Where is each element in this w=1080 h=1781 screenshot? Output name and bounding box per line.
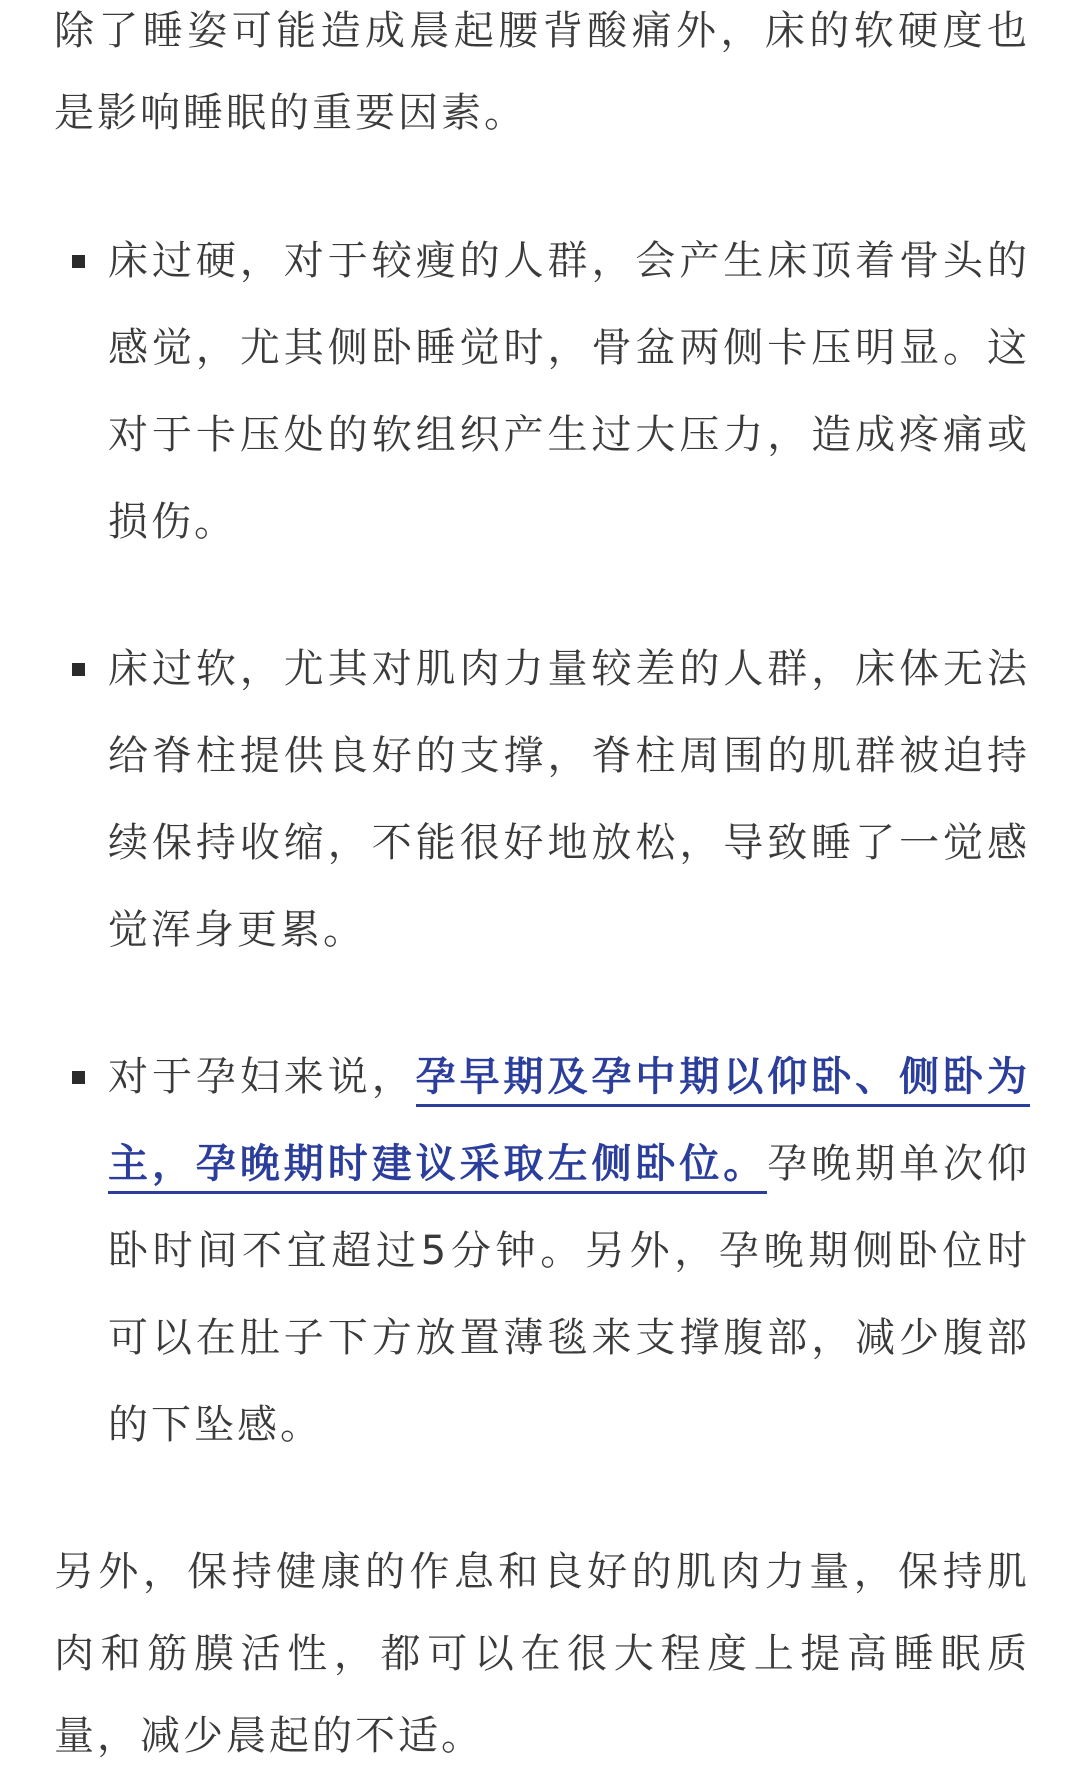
bullet-text: 床过软，尤其对肌肉力量较差的人群，床体无法给脊柱提供良好的支撑，脊柱周围的肌群被迫持续保持收缩，不能很好地放松，导致睡了一觉感觉浑身更累。 <box>108 646 1030 953</box>
bullet-text: 床过硬，对于较瘦的人群，会产生床顶着骨头的感觉，尤其侧卧睡觉时，骨盆两侧卡压明显。这对于卡压处的软组织产生过大压力，造成疼痛或损伤。 <box>108 238 1030 545</box>
bullet-list <box>54 218 1030 1469</box>
bullet-item-pregnant <box>54 1034 1030 1469</box>
square-bullet-icon <box>72 255 85 268</box>
square-bullet-icon <box>72 663 85 676</box>
bullet-list-container <box>54 218 1030 1469</box>
outro-paragraph: 另外，保持健康的作息和良好的肌肉力量，保持肌肉和筋膜活性，都可以在很大程度上提高睡眠质量，减少晨起的不适。 <box>54 1549 1030 1759</box>
bullet-item-soft-bed <box>54 626 1030 974</box>
square-bullet-icon <box>72 1071 85 1084</box>
intro-paragraph: 除了睡姿可能造成晨起腰背酸痛外，床的软硬度也是影响睡眠的重要因素。 <box>54 8 1030 136</box>
bullet-text-suffix: 孕晚期单次仰卧时间不宜超过5分钟。另外，孕晚期侧卧位时可以在肚子下方放置薄毯来支撑腹部，减少腹部的下坠感。 <box>108 1141 1030 1448</box>
bullet-text-prefix: 对于孕妇来说， <box>108 1054 416 1100</box>
bullet-item-hard-bed <box>54 218 1030 566</box>
highlighted-text: 孕早期及孕中期以仰卧、侧卧为主，孕晚期时建议采取左侧卧位。 <box>108 1054 1030 1194</box>
